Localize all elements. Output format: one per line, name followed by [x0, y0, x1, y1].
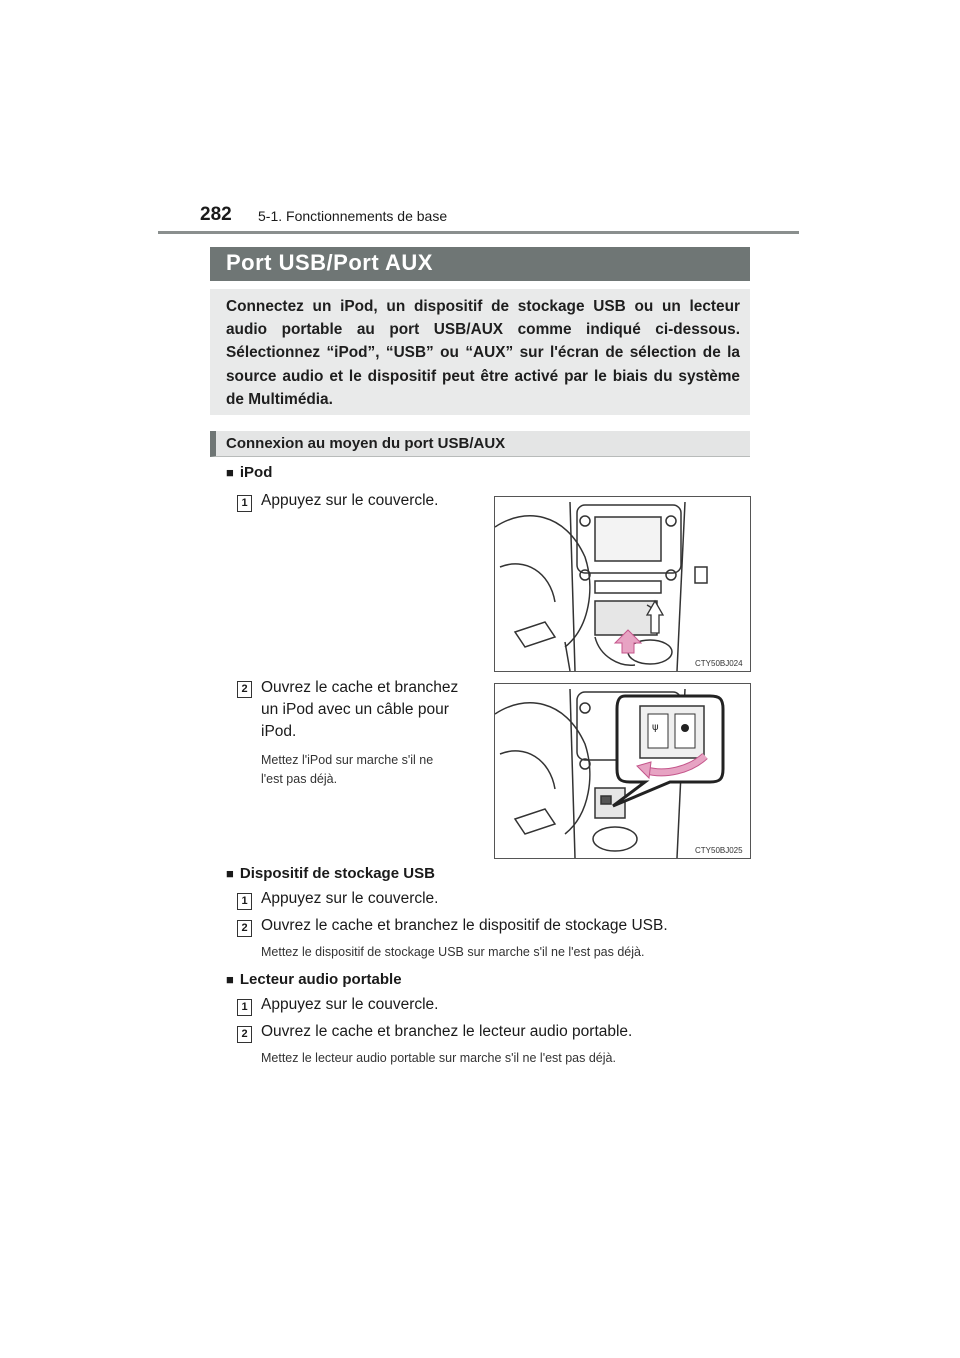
- header-rule: [158, 231, 799, 234]
- step-text: Appuyez sur le couvercle.: [261, 890, 439, 907]
- step-text: Appuyez sur le couvercle.: [261, 492, 439, 509]
- step-note: Mettez l'iPod sur marche s'il ne: [261, 753, 434, 767]
- step-number: 2: [237, 1026, 252, 1043]
- subheading: Connexion au moyen du port USB/AUX: [226, 435, 506, 452]
- step-note: Mettez le lecteur audio portable sur marche s'il ne l'est pas déjà.: [261, 1051, 616, 1065]
- step-text: Appuyez sur le couvercle.: [261, 996, 439, 1013]
- section-title: Port USB/Port AUX: [226, 250, 433, 275]
- step-number: 1: [237, 893, 252, 910]
- step-text: Ouvrez le cache et branchez le dispositif de stockage USB.: [261, 917, 668, 934]
- heading-usb: ■ Dispositif de stockage USB: [226, 865, 435, 882]
- heading-portable: ■ Lecteur audio portable: [226, 971, 402, 988]
- step-text-line: un iPod avec un câble pour: [261, 701, 449, 718]
- square-bullet-icon: ■: [226, 972, 234, 987]
- figure-press-cover: [494, 496, 751, 672]
- figure-open-cover: [494, 683, 751, 859]
- step-note: Mettez le dispositif de stockage USB sur marche s'il ne l'est pas déjà.: [261, 945, 645, 959]
- step-number: 1: [237, 999, 252, 1016]
- chapter-title: 5-1. Fonctionnements de base: [258, 208, 448, 224]
- step-number: 2: [237, 681, 252, 698]
- square-bullet-icon: ■: [226, 866, 234, 881]
- figure-code: CTY50BJ025: [695, 846, 743, 855]
- step-number: 1: [237, 495, 252, 512]
- intro-text: Connectez un iPod, un dispositif de stockage USB ou un lecteur audio portable au port USB/AUX comme indiqué ci-dessous. Sélectionnez “iPod”, “USB” ou “AUX” sur l'écran de sélection de la source audio et le dispositif peut être activé par le biais du système de Multimédia.: [226, 298, 740, 408]
- step-number: 2: [237, 920, 252, 937]
- dashboard-illustration: [495, 497, 750, 671]
- step-note: l'est pas déjà.: [261, 772, 338, 786]
- step-text-line: iPod.: [261, 723, 297, 740]
- heading-ipod: ■ iPod: [226, 464, 273, 481]
- dashboard-illustration: [495, 684, 750, 858]
- step-text-line: Ouvrez le cache et branchez: [261, 679, 459, 696]
- step-text: Ouvrez le cache et branchez le lecteur audio portable.: [261, 1023, 633, 1040]
- square-bullet-icon: ■: [226, 465, 234, 480]
- figure-code: CTY50BJ024: [695, 659, 743, 668]
- svg-text:ψ: ψ: [652, 722, 659, 733]
- page-number: 282: [200, 204, 232, 225]
